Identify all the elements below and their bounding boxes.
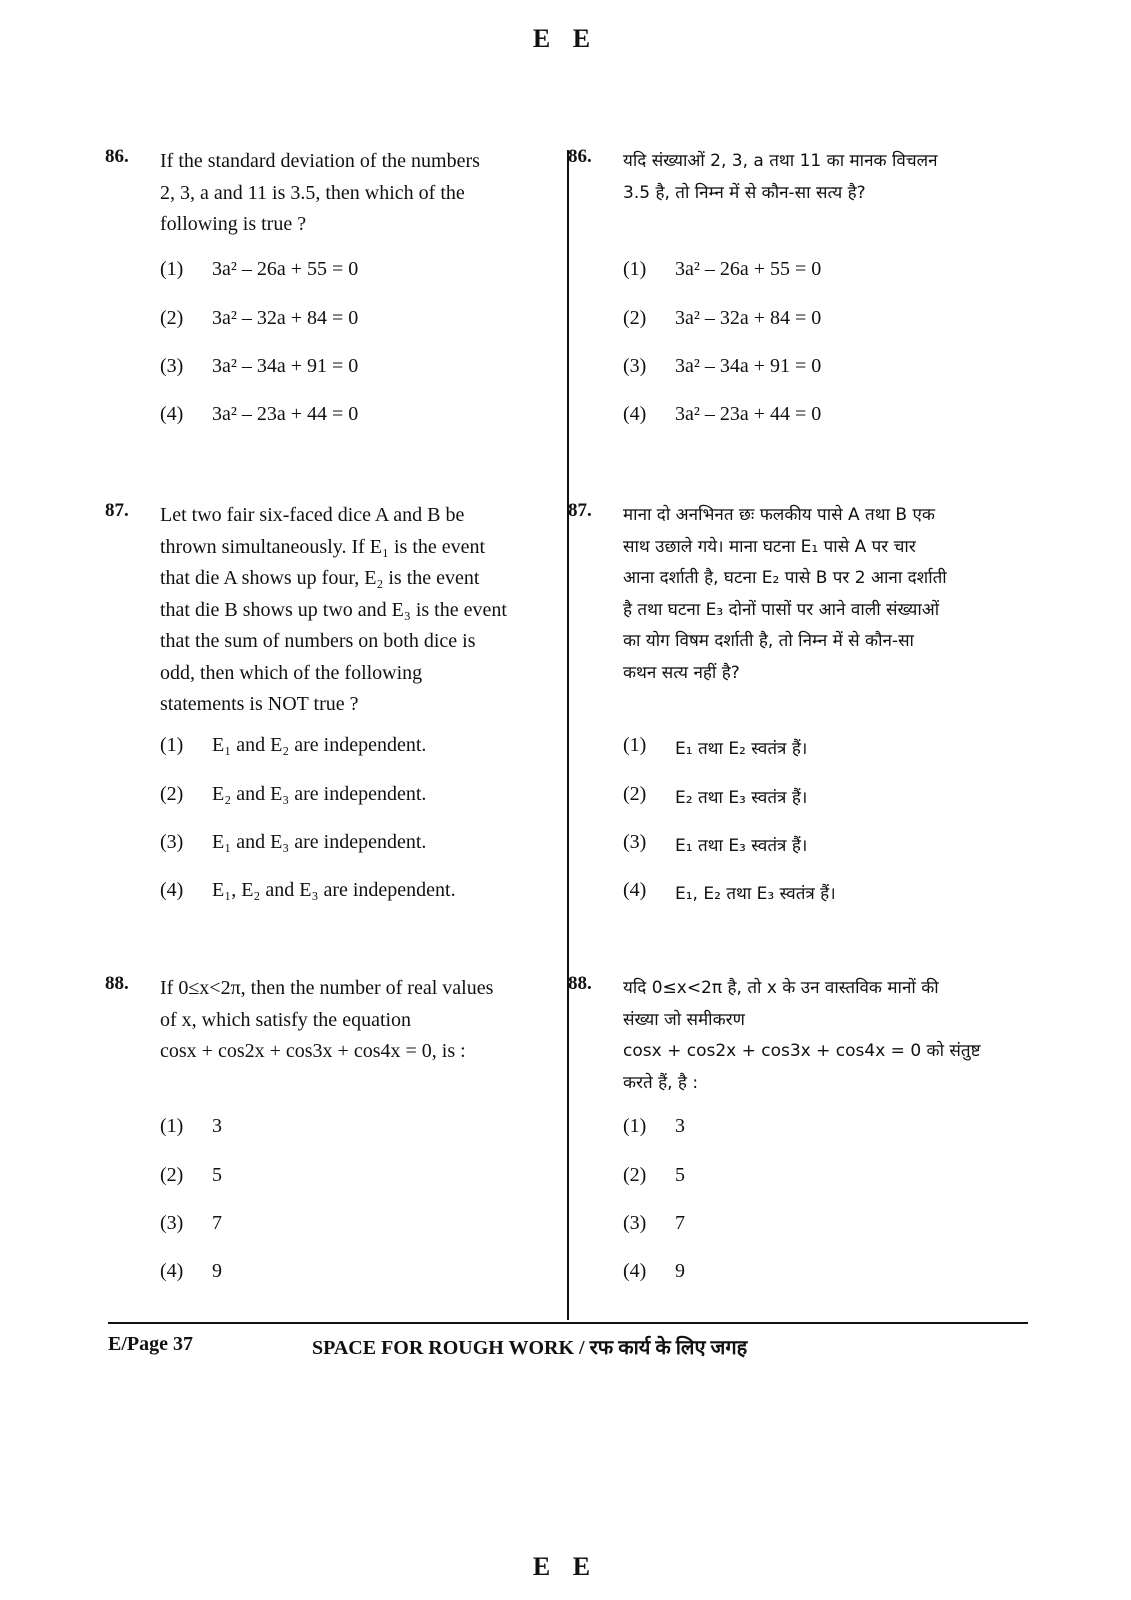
option-label: (4): [623, 1260, 647, 1282]
question-line: माना दो अनभिनत छः फलकीय पासे A तथा B एक: [623, 505, 935, 525]
option-text: 5: [212, 1164, 222, 1186]
option-3[interactable]: [623, 1212, 1018, 1242]
question-line: that die A shows up four, E₂ is the event: [160, 567, 480, 589]
question-line: cosx + cos2x + cos3x + cos4x = 0, is :: [160, 1040, 466, 1062]
option-text: E₁ तथा E₂ स्वतंत्र हैं।: [675, 739, 808, 759]
option-text: E₁ तथा E₃ स्वतंत्र हैं।: [675, 836, 808, 856]
option-3[interactable]: [623, 831, 1018, 861]
option-3[interactable]: [623, 355, 1018, 385]
option-text: 3a² – 23a + 44 = 0: [212, 403, 359, 425]
option-4[interactable]: [623, 403, 1018, 433]
question-line: odd, then which of the following: [160, 661, 423, 684]
option-text: E₁ and E₂ are independent.: [212, 734, 427, 756]
option-3[interactable]: [160, 831, 555, 861]
option-label: (3): [623, 1212, 647, 1234]
option-2[interactable]: [160, 783, 555, 813]
option-label: (1): [160, 258, 184, 280]
option-label: (1): [160, 1115, 184, 1137]
option-text: 3a² – 23a + 44 = 0: [675, 403, 822, 425]
option-3[interactable]: [160, 1212, 555, 1242]
option-label: (1): [623, 1115, 647, 1137]
page-code-header: E E: [532, 24, 599, 53]
option-label: (1): [160, 734, 184, 756]
question-text: [623, 973, 1018, 1099]
option-text: E₁ and E₃ are independent.: [212, 831, 427, 853]
page-number: E/Page 37: [108, 1333, 193, 1355]
question-line: का योग विषम दर्शाती है, तो निम्न में से कौन-सा: [623, 631, 914, 651]
question-text: [160, 146, 555, 241]
option-label: (1): [623, 734, 647, 756]
question-line: साथ उछाले गये। माना घटना E₁ पासे A पर चार: [623, 536, 916, 557]
option-label: (2): [623, 783, 647, 805]
option-4[interactable]: [160, 403, 555, 433]
question-text: [623, 146, 1018, 209]
option-4[interactable]: [623, 1260, 1018, 1290]
page-code-footer: E E: [532, 1552, 599, 1581]
option-4[interactable]: [160, 1260, 555, 1290]
option-1[interactable]: [623, 734, 1018, 764]
option-label: (3): [160, 1212, 184, 1234]
option-text: 9: [675, 1260, 685, 1282]
option-1[interactable]: [160, 734, 555, 764]
option-label: (4): [623, 403, 647, 425]
question-number: 88.: [105, 973, 129, 994]
option-label: (4): [160, 879, 184, 901]
question-line: 2, 3, a and 11 is 3.5, then which of the: [160, 181, 465, 204]
question-line: यदि 0≤x<2π है, तो x के उन वास्तविक मानों की: [623, 978, 939, 998]
question-line: If the standard deviation of the numbers: [160, 150, 480, 172]
question-line: cosx + cos2x + cos3x + cos4x = 0 को संतुष्ट: [623, 1041, 981, 1061]
option-text: E₁, E₂ तथा E₃ स्वतंत्र हैं।: [675, 884, 836, 904]
option-text: 3: [212, 1115, 222, 1137]
option-2[interactable]: [623, 307, 1018, 337]
option-label: (3): [160, 831, 184, 853]
question-line: है तथा घटना E₃ दोनों पासों पर आने वाली संख्याओं: [623, 599, 940, 620]
option-text: 3a² – 26a + 55 = 0: [675, 258, 822, 280]
option-1[interactable]: [160, 1115, 555, 1145]
footer-rule: [108, 1322, 1028, 1324]
option-label: (3): [623, 355, 647, 377]
question-line: If 0≤x<2π, then the number of real values: [160, 977, 494, 999]
option-text: 3a² – 26a + 55 = 0: [212, 258, 359, 280]
option-label: (4): [623, 879, 647, 901]
option-3[interactable]: [160, 355, 555, 385]
question-line: 3.5 है, तो निम्न में से कौन-सा सत्य है?: [623, 182, 866, 203]
option-label: (3): [623, 831, 647, 853]
question-line: that die B shows up two and E₃ is the event: [160, 598, 507, 621]
option-label: (1): [623, 258, 647, 280]
question-number: 88.: [568, 973, 592, 994]
rough-work-label: SPACE FOR ROUGH WORK / रफ कार्य के लिए जगह: [312, 1337, 748, 1359]
option-text: 5: [675, 1164, 685, 1186]
column-divider: [567, 150, 569, 1320]
question-text: [160, 500, 555, 721]
option-label: (4): [160, 1260, 184, 1282]
question-number: 86.: [568, 146, 592, 167]
option-4[interactable]: [160, 879, 555, 909]
option-1[interactable]: [623, 258, 1018, 288]
option-text: 7: [675, 1212, 685, 1234]
option-text: 3: [675, 1115, 685, 1137]
option-label: (2): [160, 307, 184, 329]
question-line: that the sum of numbers on both dice is: [160, 630, 476, 652]
question-line: यदि संख्याओं 2, 3, a तथा 11 का मानक विचलन: [623, 151, 938, 171]
option-4[interactable]: [623, 879, 1018, 909]
option-text: E₂ and E₃ are independent.: [212, 783, 427, 805]
question-line: statements is NOT true ?: [160, 693, 359, 715]
option-label: (2): [160, 1164, 184, 1186]
option-text: E₂ तथा E₃ स्वतंत्र हैं।: [675, 788, 808, 808]
question-line: संख्या जो समीकरण: [623, 1009, 745, 1030]
question-line: करते हैं, है :: [623, 1072, 699, 1093]
option-2[interactable]: [623, 1164, 1018, 1194]
option-label: (2): [623, 1164, 647, 1186]
option-text: 9: [212, 1260, 222, 1282]
question-line: कथन सत्य नहीं है?: [623, 662, 740, 683]
question-line: Let two fair six-faced dice A and B be: [160, 504, 465, 526]
question-line: thrown simultaneously. If E₁ is the event: [160, 535, 486, 558]
question-number: 87.: [105, 500, 129, 521]
option-2[interactable]: [623, 783, 1018, 813]
option-2[interactable]: [160, 307, 555, 337]
option-text: 3a² – 32a + 84 = 0: [675, 307, 822, 329]
question-line: आना दर्शाती है, घटना E₂ पासे B पर 2 आना दर्शाती: [623, 568, 947, 588]
question-line: of x, which satisfy the equation: [160, 1008, 412, 1031]
question-number: 87.: [568, 500, 592, 521]
option-text: E₁, E₂ and E₃ are independent.: [212, 879, 456, 901]
option-2[interactable]: [160, 1164, 555, 1194]
question-text: [160, 973, 555, 1068]
option-text: 3a² – 32a + 84 = 0: [212, 307, 359, 329]
option-1[interactable]: [623, 1115, 1018, 1145]
question-number: 86.: [105, 146, 129, 167]
question-line: following is true ?: [160, 213, 307, 235]
option-text: 7: [212, 1212, 222, 1234]
option-label: (2): [160, 783, 184, 805]
option-text: 3a² – 34a + 91 = 0: [675, 355, 822, 377]
option-label: (2): [623, 307, 647, 329]
option-text: 3a² – 34a + 91 = 0: [212, 355, 359, 377]
option-label: (3): [160, 355, 184, 377]
question-text: [623, 500, 1018, 689]
option-label: (4): [160, 403, 184, 425]
option-1[interactable]: [160, 258, 555, 288]
